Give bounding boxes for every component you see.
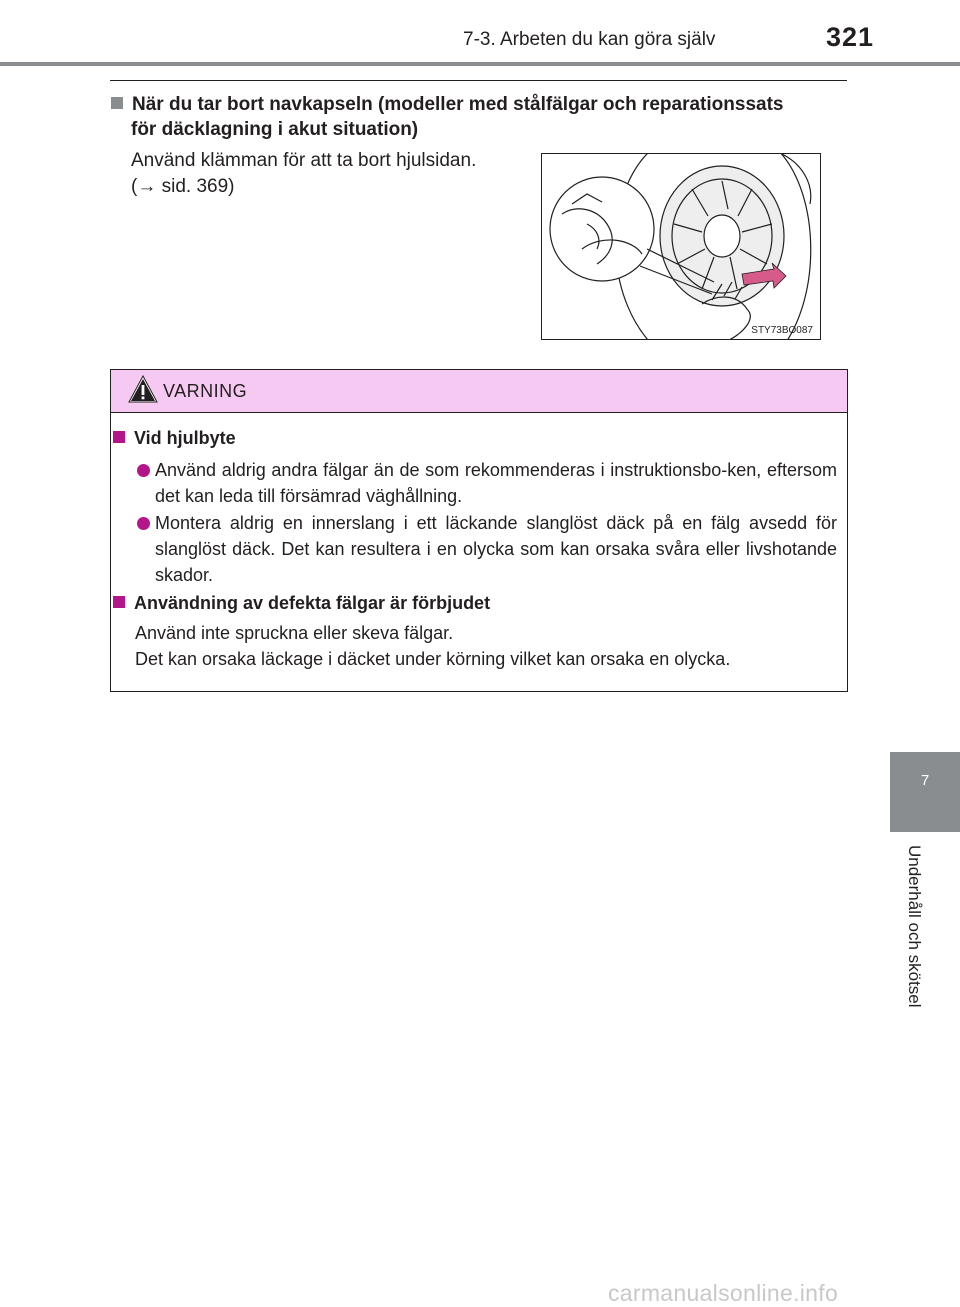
- wheel-cover-drawing: [542, 154, 821, 340]
- header-divider: [0, 62, 960, 66]
- warning-subheading-hjulbyte: [113, 428, 236, 449]
- content-top-rule: [110, 80, 847, 81]
- chapter-number: 7: [920, 772, 930, 789]
- chapter-tab[interactable]: [890, 752, 960, 832]
- figure-code: STY73BO087: [751, 325, 813, 336]
- section-heading-line1: När du tar bort navkapseln (modeller med stålfälgar och reparationssats: [132, 94, 784, 115]
- header-section-title: 7-3. Arbeten du kan göra själv: [463, 29, 716, 50]
- wheel-cover-illustration: [541, 153, 821, 340]
- watermark: carmanualsonline.info: [608, 1280, 839, 1306]
- bullet-dot-icon: [137, 517, 150, 530]
- warning-text-line: Använd inte spruckna eller skeva fälgar.: [135, 623, 454, 643]
- warning-subheading-text: Vid hjulbyte: [134, 428, 236, 448]
- warning-item-text: Använd aldrig andra fälgar än de som rekommenderas i instruktionsbo-ken, eftersom det kan leda till försämrad väghållning.: [155, 460, 837, 506]
- warning-header: [111, 370, 847, 413]
- grey-square-bullet-icon: [111, 97, 123, 109]
- magenta-square-bullet-icon: [113, 431, 125, 443]
- warning-box: [110, 369, 848, 692]
- section-heading: [111, 92, 847, 142]
- warning-item-text: Montera aldrig en innerslang i ett läckande slanglöst däck på en fälg avsedd för slanglöst däck. Det kan resultera i en olycka som kan orsaka svåra eller livshotande skador.: [155, 513, 837, 585]
- warning-subheading-defekta-falgar: [113, 593, 490, 614]
- section-heading-line2: för däcklagning i akut situation): [131, 119, 419, 140]
- section-body-text: Använd klämman för att ta bort hjulsidan.: [131, 150, 477, 171]
- warning-text-line: Det kan orsaka läckage i däcket under körning vilket kan orsaka en olycka.: [135, 649, 731, 669]
- warning-item: [137, 457, 837, 509]
- page-reference-link[interactable]: (→ sid. 369): [131, 176, 235, 197]
- warning-subheading-text: Användning av defekta fälgar är förbjudet: [134, 593, 491, 613]
- magenta-square-bullet-icon: [113, 596, 125, 608]
- warning-triangle-icon: [128, 375, 158, 403]
- section-body: [131, 148, 516, 200]
- page-number: 321: [826, 22, 875, 52]
- bullet-dot-icon: [137, 464, 150, 477]
- warning-title: VARNING: [163, 381, 248, 401]
- warning-item: [137, 510, 837, 588]
- chapter-label: Underhåll och skötsel: [905, 845, 924, 1008]
